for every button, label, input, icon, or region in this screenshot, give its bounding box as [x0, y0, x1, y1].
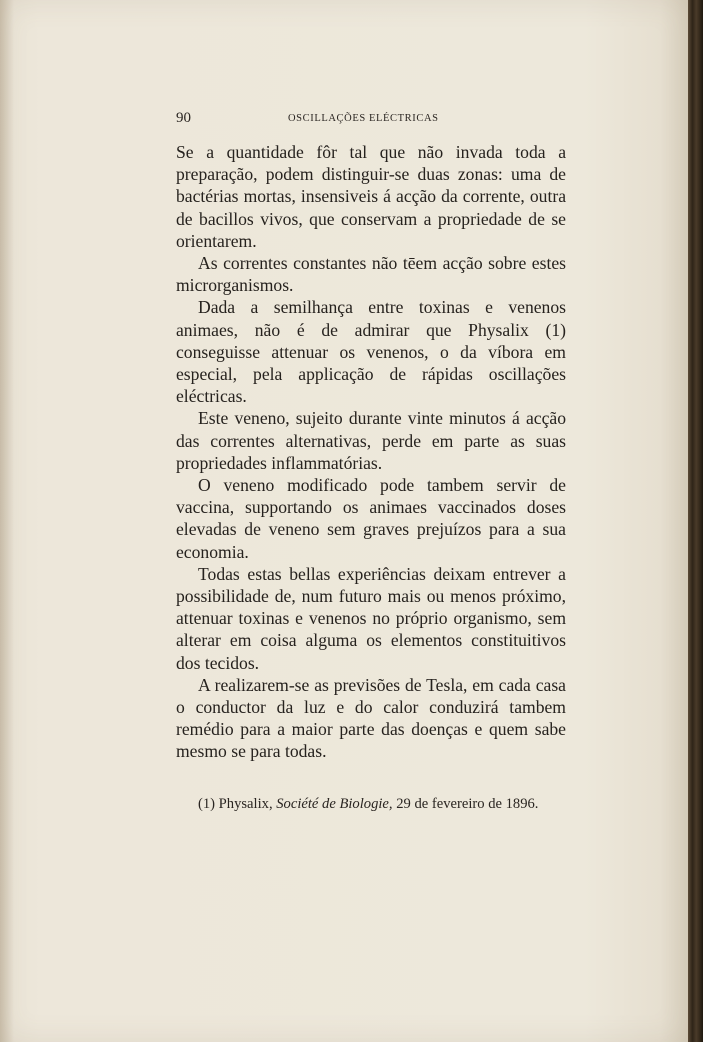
- page-gutter-shadow: [0, 0, 14, 1042]
- footnote-date: 29 de fevereiro de 1896.: [396, 796, 539, 812]
- paragraph: Este veneno, sujeito durante vinte minutos á acção das correntes alternativas, perde em parte as suas propriedades inflammatórias.: [176, 408, 566, 473]
- footnote: [176, 794, 566, 815]
- paragraph: Se a quantidade fôr tal que não invada toda a preparação, podem distinguir-se duas zonas: uma de bactérias mortas, insensiveis á acção da corrente, outra de bacillos vivos, que conservam a propriedade de se orientarem.: [176, 142, 566, 251]
- book-edge: [688, 0, 703, 1042]
- body-text: [176, 141, 566, 763]
- paragraph: O veneno modificado pode tambem servir de vaccina, supportando os animaes vaccinados doses elevadas de veneno sem graves prejuízos para a sua economia.: [176, 475, 566, 562]
- page-number: 90: [176, 110, 191, 126]
- paragraph: As correntes constantes não tēem acção sobre estes microrganismos.: [176, 253, 566, 296]
- page-header: [176, 110, 566, 130]
- paragraph: A realizarem-se as previsões de Tesla, em cada casa o conductor da luz e do calor conduzirá tambem remédio para a maior parte das doenças e quem sabe mesmo se para todas.: [176, 674, 566, 762]
- running-title: OSCILLAÇÕES ELÉCTRICAS: [288, 113, 439, 124]
- footnote-marker: (1) Physalix,: [198, 796, 273, 812]
- paragraph: Todas estas bellas experiências deixam entrever a possibilidade de, num futuro mais ou menos próximo, attenuar toxinas e venenos no próprio organismo, sem alterar em coisa alguma os elementos constituitivos dos tecidos.: [176, 563, 566, 673]
- paragraph: Dada a semilhança entre toxinas e venenos animaes, não é de admirar que Physalix (1) conseguisse attenuar os venenos, o da víbora em especial, pela applicação de rápidas oscillações eléctricas.: [176, 297, 566, 407]
- footnote-journal: Société de Biologie,: [276, 796, 393, 812]
